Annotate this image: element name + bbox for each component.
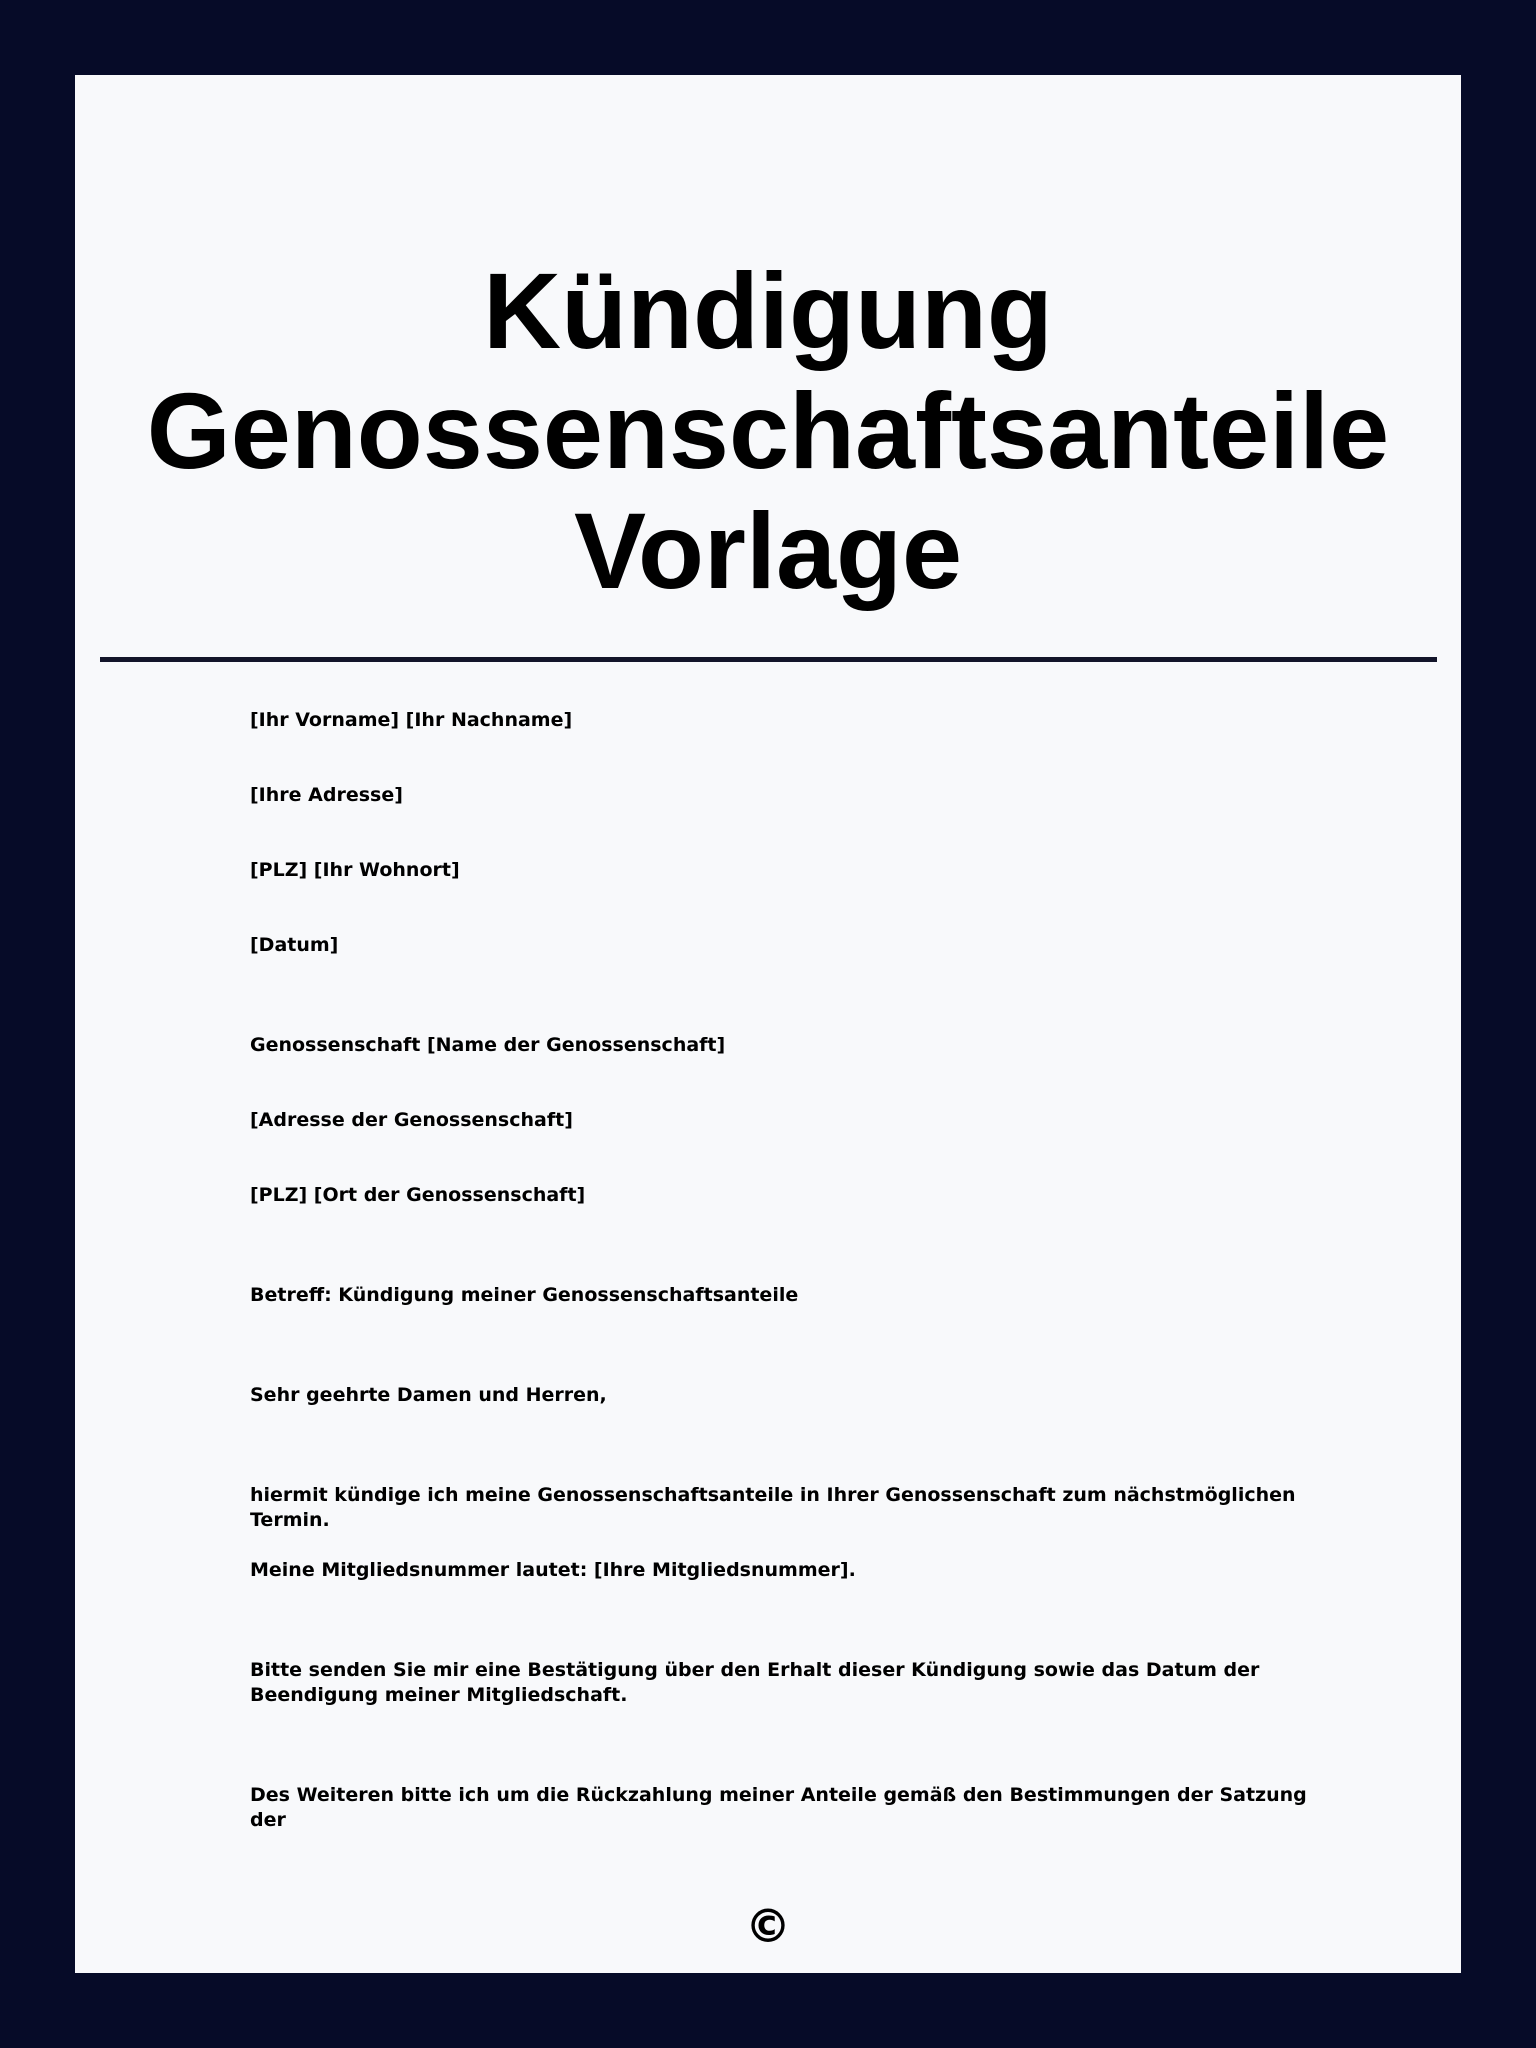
title-line-3: Vorlage [573,490,963,611]
paragraph-repayment: Des Weiteren bitte ich um die Rückzahlung meiner Anteile gemäß den Bestimmungen der Satzung der [250,1784,1307,1831]
document-page [75,75,1461,1973]
title-line-1: Kündigung [483,250,1053,371]
letter-date: [Datum] [250,934,339,956]
recipient-city: [PLZ] [Ort der Genossenschaft] [250,1184,586,1206]
recipient-name: Genossenschaft [Name der Genossenschaft] [250,1034,726,1056]
document-title [75,251,1461,611]
paragraph-membership-number: Meine Mitgliedsnummer lautet: [Ihre Mitgliedsnummer]. [250,1559,856,1581]
paragraph-confirmation-request: Bitte senden Sie mir eine Bestätigung über den Erhalt dieser Kündigung sowie das Datum der Beendigung meiner Mitgliedschaft. [250,1659,1260,1706]
copyright-symbol: © [745,1899,791,1953]
title-divider [100,657,1437,662]
sender-name: [Ihr Vorname] [Ihr Nachname] [250,709,573,731]
letter-subject: Betreff: Kündigung meiner Genossenschaftsanteile [250,1284,799,1306]
sender-city: [PLZ] [Ihr Wohnort] [250,859,460,881]
letter-salutation: Sehr geehrte Damen und Herren, [250,1384,607,1406]
paragraph-termination: hiermit kündige ich meine Genossenschaftsanteile in Ihrer Genossenschaft zum nächstmöglichen Termin. [250,1484,1296,1531]
sender-address: [Ihre Adresse] [250,784,403,806]
recipient-address: [Adresse der Genossenschaft] [250,1109,573,1131]
title-line-2: Genossenschaftsanteile [146,370,1390,491]
